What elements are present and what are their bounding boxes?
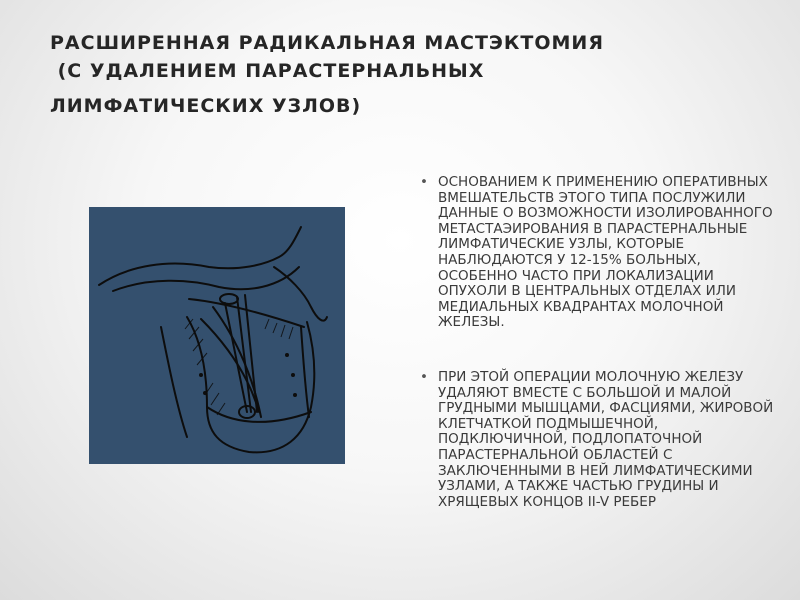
- bullet-text: ОСНОВАНИЕМ К ПРИМЕНЕНИЮ ОПЕРАТИВНЫХ ВМЕШАТЕЛЬСТВ ЭТОГО ТИПА ПОСЛУЖИЛИ ДАННЫЕ О ВОЗМОЖНОСТИ ИЗОЛИРОВАННОГО МЕТАСТАЭИРОВАНИЯ В ПАРАСТЕРНАЛЬНЫЕ ЛИМФАТИЧЕСКИЕ УЗЛЫ, КОТОРЫЕ НАБЛЮДАЮТСЯ У 12-15% БОЛЬНЫХ, ОСОБЕННО ЧАСТО ПРИ ЛОКАЛИЗАЦИИ ОПУХОЛИ В ЦЕНТРАЛЬНЫХ ОТДЕЛАХ ИЛИ МЕДИАЛЬНЫХ КВАДРАНТАХ МОЛОЧНОЙ ЖЕЛЕЗЫ.: [438, 174, 773, 331]
- bullet-list: [420, 175, 780, 510]
- shoulder-outline: [99, 227, 301, 285]
- sternum-edge: [301, 327, 309, 417]
- bullet-marker: •: [420, 174, 428, 190]
- clamp-head: [220, 294, 238, 304]
- hatch-lateral: [185, 319, 207, 365]
- lateral-chest-line: [161, 327, 187, 437]
- lymph-node-5: [203, 391, 207, 395]
- slide-title-line-1: РАСШИРЕННАЯ РАДИКАЛЬНАЯ МАСТЭКТОМИЯ: [50, 32, 604, 54]
- lymph-node-4: [199, 373, 203, 377]
- breast-outline: [187, 317, 314, 452]
- surgical-illustration: [89, 207, 345, 464]
- lymph-node-1: [285, 353, 289, 357]
- bullet-item: [420, 370, 780, 510]
- bullet-marker: •: [420, 368, 428, 385]
- lymph-node-2: [291, 373, 295, 377]
- neck-outline: [274, 267, 327, 321]
- slide-title: [50, 28, 670, 128]
- bullet-item: [420, 175, 780, 331]
- mastectomy-drawing: [89, 207, 345, 464]
- lymph-node-3: [293, 393, 297, 397]
- bullet-text: ПРИ ЭТОЙ ОПЕРАЦИИ МОЛОЧНУЮ ЖЕЛЕЗУ УДАЛЯЮТ ВМЕСТЕ С БОЛЬШОЙ И МАЛОЙ ГРУДНЫМИ МЫШЦАМИ, ФАСЦИЯМИ, ЖИРОВОЙ КЛЕТЧАТКОЙ ПОДМЫШЕЧНОЙ, ПОДКЛЮЧИЧНОЙ, ПОДЛОПАТОЧНОЙ ПАРАСТЕРНАЛЬНОЙ ОБЛАСТЕЙ С ЗАКЛЮЧЕННЫМИ В НЕЙ ЛИМФАТИЧЕСКИМИ УЗЛАМИ, А ТАКЖЕ ЧАСТЬЮ ГРУДИНЫ И ХРЯЩЕВЫХ КОНЦОВ II-V РЕБЕР: [438, 368, 774, 510]
- slide-title-line-2: (С УДАЛЕНИЕМ ПАРАСТЕРНАЛЬНЫХ: [50, 60, 485, 82]
- slide-title-line-3: ЛИМФАТИЧЕСКИХ УЗЛОВ): [50, 95, 362, 117]
- clavicle-outline: [113, 267, 299, 291]
